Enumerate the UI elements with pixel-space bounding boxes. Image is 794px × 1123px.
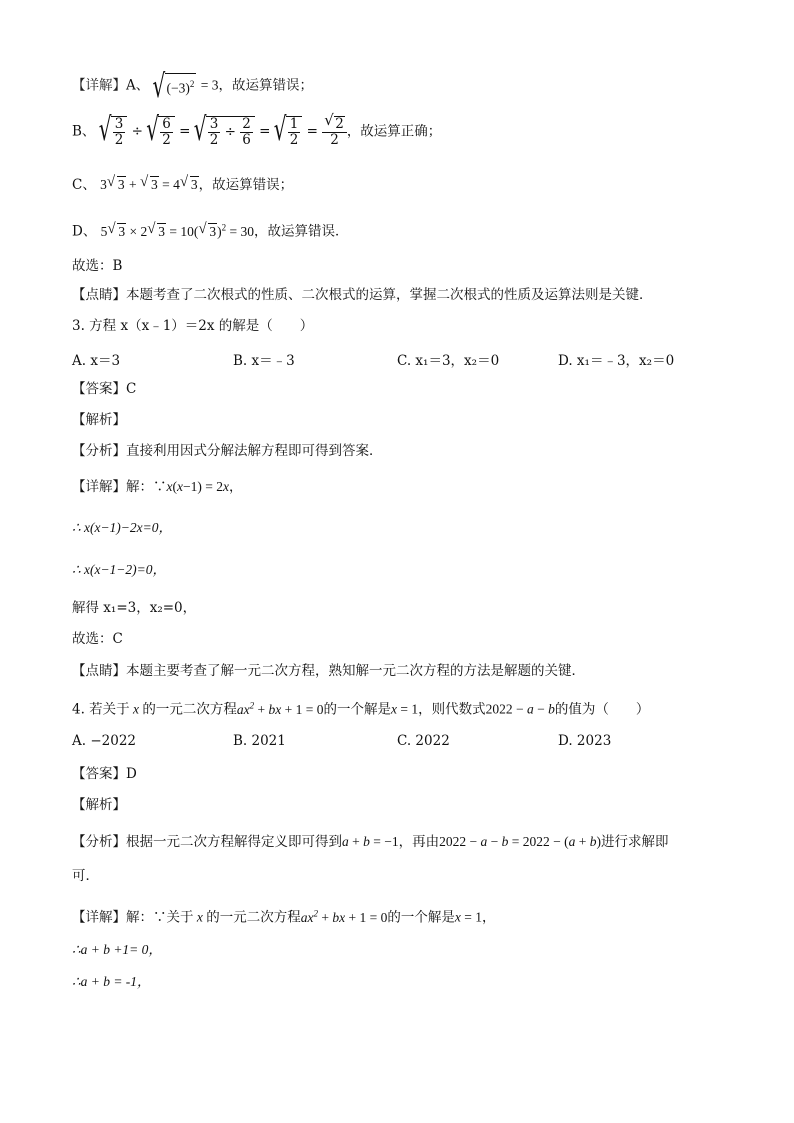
q4-option-c: C. 2022 <box>397 733 450 749</box>
detail-text: 的一元二次方程 <box>206 909 301 926</box>
q3-fenxi-line <box>72 441 383 461</box>
q4-analysis-tag: 【解析】 <box>72 797 126 813</box>
fenxi-tag: 【分析】 <box>72 834 126 850</box>
comment-tag: 【点睛】 <box>72 663 126 679</box>
equation: x(x−1) = 2x， <box>166 479 243 494</box>
q3-choice: 故选：C <box>72 631 123 647</box>
sqrt-fraction: √ $\frac{6}{2}$ <box>147 116 175 148</box>
stem-text: 的一个解是 <box>323 701 392 718</box>
option-a-prefix: A、 <box>126 77 150 94</box>
conclusion-text: ，故运算错误； <box>198 177 294 193</box>
q3-option-d: D. x₁＝﹣3，x₂＝0 <box>558 353 675 369</box>
stem-text: 的一元二次方程 <box>142 701 237 718</box>
stem-text: 的值为（ ） <box>554 701 650 718</box>
answer-value: D <box>126 766 137 782</box>
choice-line: 故选：B <box>72 258 123 274</box>
sqrt-fraction: √ $\frac{3}{2}$ <box>100 116 128 148</box>
q4-step-2: ∴a + b = -1， <box>72 974 151 989</box>
fraction: √ $\frac{2}{2}$ <box>322 116 347 148</box>
q3-step-2: ∴ x(x−1−2)=0， <box>72 562 167 577</box>
comment-tag: 【点睛】 <box>72 287 126 303</box>
detail-line-d: D、 5√ 3 × 2√ 3 = 10(√ 3)$^2$ = 30，故运算错误． <box>72 217 348 242</box>
conclusion-text: ，故运算错误； <box>218 77 313 94</box>
comment-line <box>72 285 653 305</box>
q4-step-1: ∴a + b +1= 0， <box>72 942 162 957</box>
q3-detail-line <box>72 477 242 497</box>
option-d-prefix: D、 <box>72 223 97 240</box>
question-4-stem: 4. 若关于 x 的一元二次方程$ax^2$ + bx + 1 = 0的一个解是x = 1，则代数式2022 − a − b的值为（ ） <box>72 700 650 718</box>
detail-line-a: 【详解】A、 √ $(-3)^2 = 3$，故运算错误； <box>72 73 313 99</box>
detail-line-c: C、 3√ 3 + √ 3 = 4√ 3，故运算错误； <box>72 175 293 195</box>
detail-text: 的一个解是 <box>387 909 455 926</box>
comment-text: 本题主要考查了解一元二次方程，熟知解一元二次方程的方法是解题的关键． <box>126 663 585 679</box>
sqrt-expression: √ $(-3)^2$ <box>154 73 197 99</box>
answer-value: C <box>126 381 137 397</box>
stem-text: ，则代数式 <box>418 701 486 718</box>
answer-tag: 【答案】 <box>72 381 126 397</box>
detail-text: 解：∵关于 <box>126 909 194 926</box>
q4-detail-line: 【详解】解：∵关于 x 的一元二次方程$ax^2$ + bx + 1 = 0的一个解是x = 1， <box>72 908 496 926</box>
sqrt-fraction: √ $\frac{1}{2}$ <box>275 116 303 148</box>
q4-option-a: A. −2022 <box>72 733 136 749</box>
q3-option-a: A. x＝3 <box>72 353 121 369</box>
q3-option-b: B. x＝﹣3 <box>233 353 295 369</box>
detail-line-b: B、 √ $\frac{3}{2}$ ÷ √ $\frac{6}{2}$ = √ $\frac{3}{2}$ ÷ $\frac{2}{6}$ = √ $\frac{1}{2}$ = √ $\frac{2}{2}$ ，故运算正确； <box>72 116 441 148</box>
option-c-prefix: C、 <box>72 177 96 193</box>
detail-tag: 【详解】 <box>72 77 126 94</box>
detail-text: ， <box>481 909 496 926</box>
q3-answer-line <box>72 379 136 399</box>
conclusion-text: ，故运算错误． <box>253 223 349 240</box>
question-3-stem: 3. 方程 x（x﹣1）＝2x 的解是（ ） <box>72 318 314 334</box>
fenxi-text: 直接利用因式分解法解方程即可得到答案． <box>126 443 383 459</box>
q4-fenxi-cont: 可． <box>72 868 99 884</box>
fenxi-text: 进行求解即 <box>600 834 669 850</box>
q3-analysis-tag: 【解析】 <box>72 412 126 428</box>
fenxi-text: 根据一元二次方程解得定义即可得到 <box>126 834 342 850</box>
q4-answer-line <box>72 764 137 784</box>
q4-option-b: B. 2021 <box>233 733 286 749</box>
sqrt-fraction: √ $\frac{3}{2}$ ÷ $\frac{2}{6}$ <box>195 116 255 148</box>
detail-tag: 【详解】 <box>72 909 126 926</box>
q3-step-1: ∴ x(x−1)−2x=0， <box>72 520 173 535</box>
q3-result: 解得 x₁=3，x₂=0， <box>72 600 197 616</box>
answer-tag: 【答案】 <box>72 766 126 782</box>
stem-text: 4. 若关于 <box>72 701 130 718</box>
conclusion-text: ，故运算正确； <box>346 123 442 140</box>
q3-comment-line <box>72 661 585 681</box>
comment-text: 本题考查了二次根式的性质、二次根式的运算，掌握二次根式的性质及运算法则是关键． <box>126 287 653 303</box>
q4-fenxi-line: 【分析】根据一元二次方程解得定义即可得到a + b = −1，再由2022 − a − b = 2022 − (a + b)进行求解即 <box>72 834 669 850</box>
q4-option-d: D. 2023 <box>558 733 612 749</box>
detail-prefix: 解：∵ <box>126 479 167 495</box>
fenxi-text: ，再由 <box>398 834 440 850</box>
option-b-prefix: B、 <box>72 123 96 140</box>
q3-option-c: C. x₁＝3，x₂＝0 <box>397 353 500 369</box>
fenxi-tag: 【分析】 <box>72 443 126 459</box>
detail-tag: 【详解】 <box>72 479 126 495</box>
